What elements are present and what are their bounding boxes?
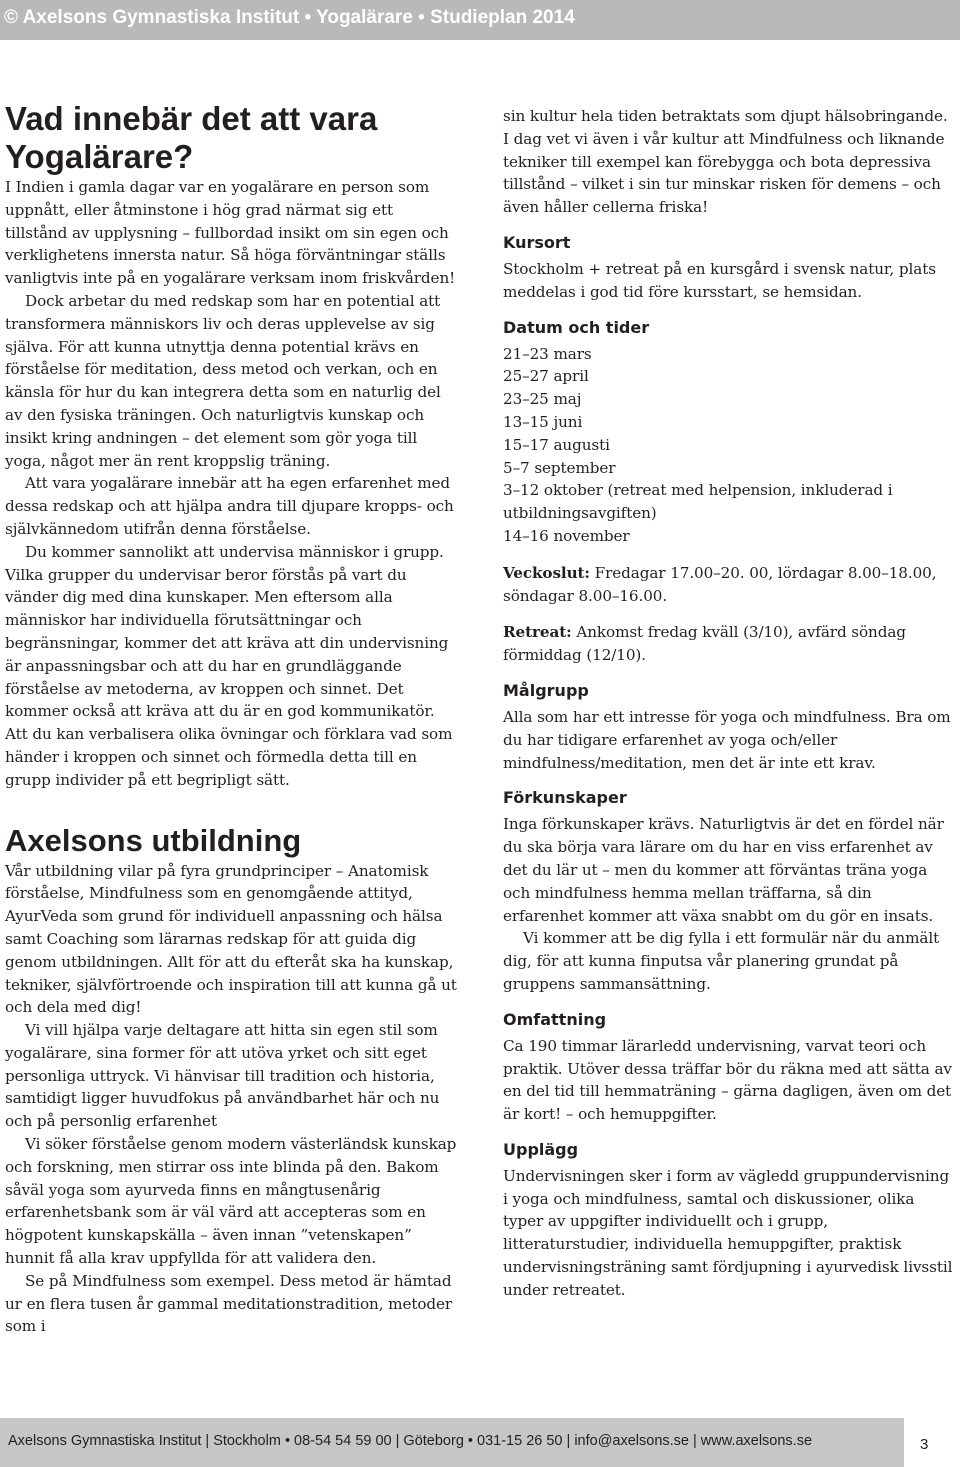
list-item: 5–7 september	[503, 458, 616, 477]
kursort-text: Stockholm + retreat på en kursgård i svensk natur, plats meddelas i god tid före kursstart, se hemsidan.	[503, 259, 936, 301]
footer-contact: Axelsons Gymnastiska Institut | Stockholm • 08-54 54 59 00 | Göteborg • 031-15 26 50 | info@axelsons.se | www.axelsons.se	[8, 1433, 813, 1449]
page-number-box	[904, 1418, 960, 1467]
paragraph: Du kommer sannolikt att undervisa människor i grupp. Vilka grupper du undervisar beror förstås på vart du vänder dig med dina kunskaper. Men eftersom alla människor har individuella förutsättningar och begränsningar, kommer det att kräva att din undervisning är anpassningsbar och att du har en grundläggande förståelse av metoderna, av kroppen och sinnet. Det kommer också att kräva att du är en god kommunikatör. Att du kan verbalisera olika övningar och förklara vad som händer i kroppen och sinnet och förmedla detta till en grupp individer på ett begripligt sätt.	[5, 542, 453, 789]
section-title: Axelsons utbildning	[5, 822, 302, 858]
heading-kursort: Kursort	[503, 232, 571, 252]
paragraph: Vi vill hjälpa varje deltagare att hitta sin egen stil som yogalärare, sina former för att utöva yrket och sitt eget personliga uttryck. Vi hänvisar till tradition och historia, samtidigt ligger huvudfokus på användbarhet här och nu och på personlig erfarenhet	[5, 1021, 440, 1131]
heading-forkunskaper: Förkunskaper	[503, 788, 627, 808]
header-title: © Axelsons Gymnastiska Institut • Yogalärare • Studieplan 2014	[4, 7, 575, 28]
omfattning-text: Ca 190 timmar lärarledd undervisning, varvat teori och praktik. Utöver dessa träffar bör du räkna med att sätta av en del tid till hemmaträning – gärna dagligen, även om det är kort! – och hemuppgifter.	[503, 1036, 952, 1124]
list-item: 13–15 juni	[503, 412, 583, 431]
veckoslut-value: Fredagar 17.00–20. 00, lördagar 8.00–18.00, söndagar 8.00–16.00.	[503, 563, 937, 605]
paragraph: Vår utbildning vilar på fyra grundprinciper – Anatomisk förståelse, Mindfulness som en genomgående attityd, AyurVeda som grund för individuell anpassning och hälsa samt Coaching som lärarnas redskap för att guida dig genom utbildningen. Allt för att du efteråt ska ha kunskap, tekniker, självförtroende och inspiration till att kunna gå ut och dela med dig!	[5, 861, 457, 1017]
paragraph: sin kultur hela tiden betraktats som djupt hälsobringande. I dag vet vi även i vår kultur att Mindfulness och liknande tekniker till exempel kan förebygga och bota depressiva tillstånd – vilket i sin tur minskar risken för demens – och även håller cellerna friska!	[503, 107, 948, 217]
paragraph: Att vara yogalärare innebär att ha egen erfarenhet med dessa redskap och att hjälpa andra till djupare kropps- och självkännedom utifrån denna förståelse.	[5, 474, 454, 538]
upplagg-text: Undervisningen sker i form av vägledd gruppundervisning i yoga och mindfulness, samtal och diskussioner, olika typer av uppgifter individuellt och i grupp, litteraturstudier, individuella hemuppgifter, praktisk undervisningsträning samt fördjupning i ayurvedisk livsstil under retreatet.	[503, 1166, 953, 1299]
paragraph: Vi söker förståelse genom modern västerländsk kunskap och forskning, men stirrar oss inte blinda på den. Bakom såväl yoga som ayurveda finns en mångtusenårig erfarenhetsbank som är väl värd att accepteras som en högpotent kunskapskälla – även innan ”vetenskapen” hunnit få alla krav uppfyllda för att validera den.	[5, 1135, 457, 1268]
retreat-text	[503, 621, 953, 667]
heading-datum: Datum och tider	[503, 317, 650, 337]
heading-upplagg: Upplägg	[503, 1139, 579, 1159]
paragraph: Se på Mindfulness som exempel. Dess metod är hämtad ur en flera tusen år gammal meditationstradition, metoder som i	[5, 1271, 453, 1336]
list-item: 23–25 maj	[503, 390, 582, 409]
page-footer	[0, 1418, 960, 1467]
retreat-label: Retreat:	[503, 623, 572, 642]
heading-omfattning: Omfattning	[503, 1009, 607, 1029]
malgrupp-text: Alla som har ett intresse för yoga och mindfulness. Bra om du har tidigare erfarenhet av yoga och/eller mindfulness/meditation, men det är inte ett krav.	[503, 707, 951, 772]
heading-malgrupp: Målgrupp	[503, 680, 589, 700]
left-column	[5, 100, 460, 1338]
list-item: 14–16 november	[503, 526, 630, 545]
list-item: 3–12 oktober (retreat med helpension, inkluderad i utbildningsavgiften)	[503, 481, 893, 523]
page-title: Vad innebär det att vara Yogalärare?	[5, 100, 378, 175]
page-number: 3	[920, 1436, 929, 1453]
list-item: 25–27 april	[503, 367, 589, 386]
veckoslut-label: Veckoslut:	[503, 563, 590, 582]
veckoslut-text	[503, 562, 953, 608]
page-header	[0, 0, 960, 40]
paragraph: I Indien i gamla dagar var en yogalärare en person som uppnått, eller åtminstone i hög grad närmat sig ett tillstånd av upplysning – fullbordad insikt om sin egen och verklighetens innersta natur. Så höga förväntningar ställs vanligtvis inte på en yogalärare verksam inom friskvården!	[5, 178, 456, 288]
date-list	[503, 343, 953, 548]
right-column	[503, 105, 953, 1302]
forkunskaper-text-2: Vi kommer att be dig fylla i ett formulär när du anmält dig, för att kunna finputsa vår planering grundat på gruppens sammansättning.	[503, 929, 940, 993]
list-item: 15–17 augusti	[503, 435, 610, 454]
list-item: 21–23 mars	[503, 344, 592, 363]
retreat-value: Ankomst fredag kväll (3/10), avfärd söndag förmiddag (12/10).	[503, 623, 906, 665]
forkunskaper-text: Inga förkunskaper krävs. Naturligtvis är det en fördel när du ska börja vara lärare om du har en viss erfarenhet av det du lär ut – men du kommer att förväntas träna yoga och mindfulness hemma mellan träffarna, så din erfarenhet kommer att växa snabbt om du gör en insats.	[503, 815, 944, 925]
paragraph: Dock arbetar du med redskap som har en potential att transformera människors liv och deras upplevelse av sig själva. För att kunna utnyttja denna potential krävs en förståelse för meditation, dess metod och verkan, och en känsla för hur du kan integrera detta som en naturlig del av den fysiska träningen. Och naturligtvis kunskap och insikt kring andningen – det element som gör yoga till yoga, något mer än rent kroppslig träning.	[5, 291, 441, 470]
